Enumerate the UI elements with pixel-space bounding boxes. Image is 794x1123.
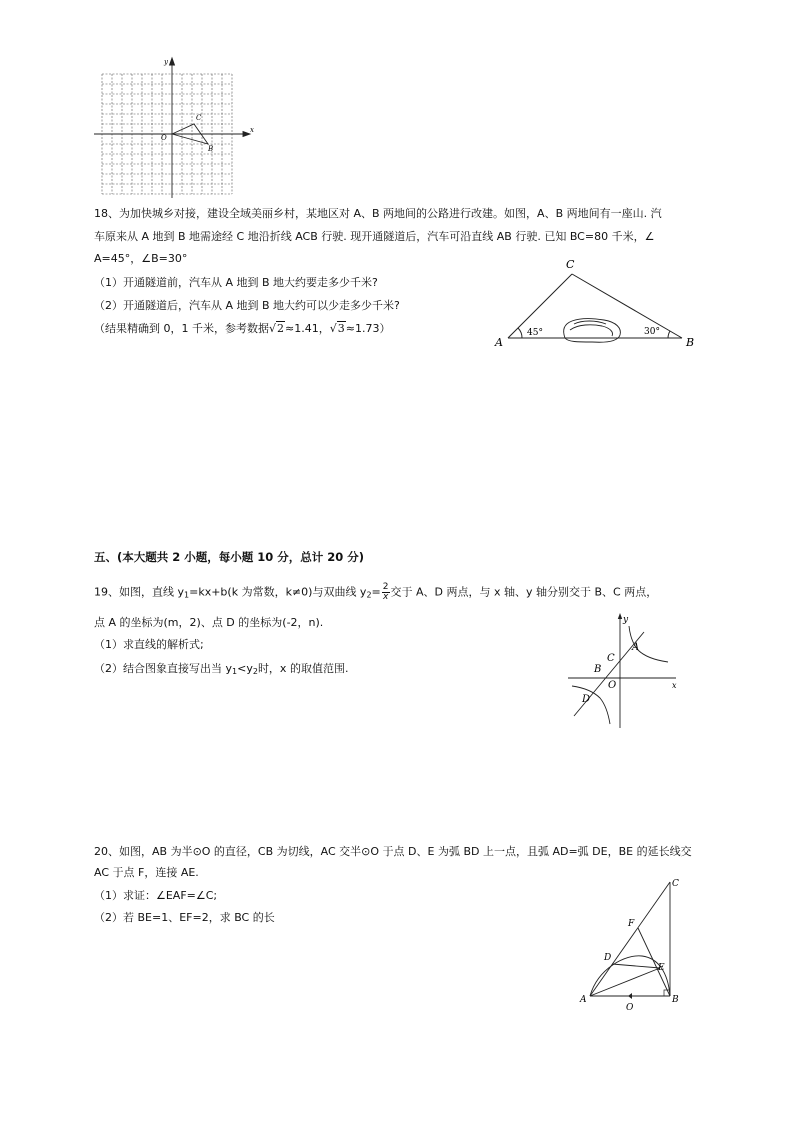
point-a-label: A: [580, 995, 587, 1005]
point-b-label: B: [594, 664, 602, 675]
grid-point-c-label: C: [196, 114, 202, 122]
q19-sub2-lt: <y: [237, 662, 253, 675]
q19-sub2-post: 时，x 的取值范围.: [257, 662, 349, 675]
grid-point-b-label: B: [208, 145, 214, 153]
q18-line-1: 18、为加快城乡对接，建设全域美丽乡村，某地区对 A、B 两地间的公路进行改建。如图，A、B 两地间有一座山. 汽: [94, 207, 662, 220]
coordinate-grid-figure: [90, 56, 260, 198]
angle-a-arc: [518, 328, 522, 338]
center-o-marker: [628, 993, 632, 999]
angle-b-arc: [668, 331, 670, 338]
q19-sub-1: 1: [184, 590, 190, 600]
point-a-label: A: [495, 336, 503, 349]
angle-a-label: 45°: [527, 328, 543, 338]
angle-b-label: 30°: [644, 327, 660, 337]
axes: [94, 58, 250, 198]
sqrt-3: √3: [329, 322, 345, 335]
q19-eq: =: [371, 585, 381, 599]
section-5-heading: 五、(本大题共 2 小题，每小题 10 分，总计 20 分): [94, 550, 365, 564]
fraction-2-over-x: $\frac{2}{x}$: [382, 582, 389, 602]
point-d-label: D: [604, 953, 612, 963]
q19-post: 交于 A、D 两点，与 x 轴、y 轴分别交于 B、C 两点，: [390, 585, 658, 599]
point-f-label: F: [628, 919, 635, 929]
grid-origin-label: O: [161, 134, 167, 142]
segment-ae: [590, 968, 660, 996]
point-a-label: A: [632, 642, 640, 653]
q18-line-2: 车原来从 A 地到 B 地需途经 C 地沿折线 ACB 行驶. 现开通隧道后，汽车可沿直线 AB 行驶. 已知 BC=80 千米，∠: [94, 230, 655, 243]
q20-subquestion-2: （2）若 BE=1、EF=2，求 BC 的长: [94, 911, 275, 924]
point-d-label: D: [582, 694, 591, 705]
point-b-label: B: [672, 995, 679, 1005]
segment-de: [612, 964, 660, 968]
q18-note: [94, 322, 390, 336]
semicircle-arc: [590, 956, 670, 996]
q19-mid: =kx+b(k 为常数，k≠0)与双曲线 y: [189, 585, 367, 599]
y-axis-arrow: [618, 613, 622, 619]
q19-subquestion-2: [94, 662, 348, 679]
q19-line-1: [94, 583, 657, 603]
q19-pre: 19、如图，直线 y: [94, 585, 185, 599]
sqrt-2: √2: [269, 322, 285, 335]
q18-approx-1: ≈1.41，: [285, 322, 330, 335]
q18-subquestion-2: （2）开通隧道后，汽车从 A 地到 B 地大约可以少走多少千米?: [94, 299, 400, 312]
q18-note-prefix: （结果精确到 0，1 千米，参考数据: [94, 322, 269, 335]
segment-ac: [590, 882, 670, 996]
q19-subquestion-1: （1）求直线的解析式;: [94, 638, 204, 651]
hyperbola-branch-left: [572, 686, 610, 724]
point-c-label: C: [607, 653, 615, 664]
q20-line-2: AC 于点 F，连接 AE.: [94, 866, 199, 879]
triangle-mountain-figure: [492, 256, 702, 352]
point-c-label: C: [566, 258, 575, 271]
point-b-label: B: [686, 336, 695, 349]
segment-bf: [638, 928, 670, 996]
segment-cb: [572, 274, 682, 338]
q18-subquestion-1: （1）开通隧道前，汽车从 A 地到 B 地大约要走多少千米?: [94, 276, 378, 289]
hyperbola-line-figure: [560, 612, 690, 730]
q19-sub-2: 2: [366, 590, 372, 600]
q20-line-1: 20、如图，AB 为半⊙O 的直径，CB 为切线，AC 交半⊙O 于点 D、E 为弧 BD 上一点，且弧 AD=弧 DE，BE 的延长线交: [94, 845, 692, 858]
q18-line-3: A=45°，∠B=30°: [94, 252, 188, 265]
q19-sub2-sub-a: 1: [232, 667, 238, 676]
q18-approx-2: ≈1.73）: [345, 322, 391, 335]
grid-axis-x-label: x: [250, 126, 254, 134]
q19-sub2-pre: （2）结合图象直接写出当 y: [94, 662, 233, 675]
grid-axis-y-label: y: [164, 58, 168, 66]
q19-line-2: 点 A 的坐标为(m，2)、点 D 的坐标为(-2，n).: [94, 616, 324, 629]
axis-y-label: y: [623, 615, 629, 625]
point-c-label: C: [672, 879, 679, 889]
mountain-icon: [564, 319, 621, 343]
q19-sub2-sub-b: 2: [252, 667, 258, 676]
point-e-label: E: [658, 963, 665, 973]
semicircle-figure: [576, 872, 692, 1012]
center-o-label: O: [626, 1003, 634, 1012]
origin-label: O: [608, 680, 617, 691]
q20-subquestion-1: （1）求证：∠EAF=∠C;: [94, 889, 218, 902]
axis-x-label: x: [672, 681, 677, 690]
